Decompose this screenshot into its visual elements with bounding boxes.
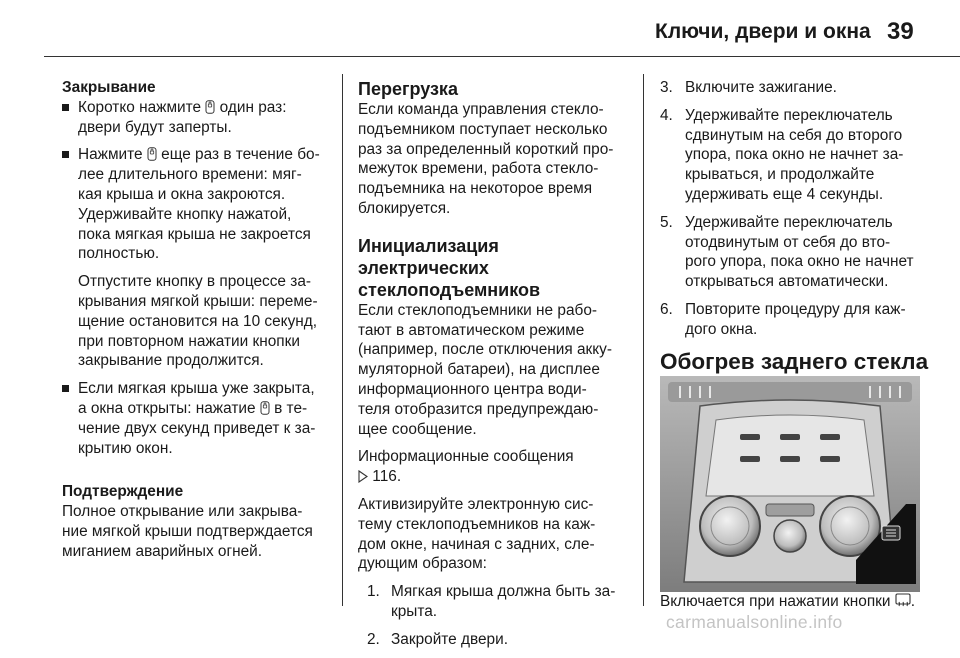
text: дом окне, начиная с задних, сле-	[358, 535, 595, 553]
arrow-reference-icon[interactable]	[358, 470, 368, 483]
bullet-item	[62, 98, 330, 138]
text: информационного центра води-	[358, 380, 587, 398]
text: крытию окон.	[78, 439, 173, 457]
step-item	[367, 630, 628, 650]
text: стеклоподъемников	[358, 279, 541, 300]
bullet-square	[62, 385, 69, 392]
text: еще раз в течение бо-	[161, 146, 320, 164]
text: лее длительного времени: мяг-	[78, 166, 302, 184]
text: упора, пока окно не начнет за-	[685, 146, 904, 164]
watermark: carmanualsonline.info	[666, 612, 843, 632]
text: Повторите процедуру для каж-	[685, 300, 906, 318]
text: подъемником поступает несколько	[358, 120, 608, 138]
text: в те-	[274, 399, 308, 417]
text: отодвинутым от себя до вто-	[685, 233, 891, 251]
header-title: Ключи, двери и окна	[655, 20, 871, 43]
text: кая крыша и окна закроются.	[78, 185, 286, 203]
text: пока мягкая крыша не закроется	[78, 225, 311, 243]
init-paragraph	[358, 301, 628, 440]
text: Активизируйте электронную сис-	[358, 495, 594, 513]
step-number: 6.	[660, 300, 673, 318]
text: сдвинутым на себя до второго	[685, 126, 903, 144]
caption: Включается при нажатии кнопки .	[660, 592, 916, 610]
text: крывания мягкой крыши: переме-	[78, 292, 318, 310]
bullet-square	[62, 104, 69, 111]
text: удерживать еще 4 секунды.	[685, 185, 884, 203]
text: Нажмите	[78, 146, 143, 164]
text: рого упора, пока окно не начнет	[685, 253, 914, 271]
text: а окна открыты: нажатие	[78, 399, 256, 417]
text: Если команда управления стекло-	[358, 101, 604, 118]
bullet-item	[62, 379, 330, 458]
confirm-paragraph	[62, 502, 330, 561]
column-3	[660, 78, 932, 611]
text: полностью.	[78, 245, 160, 263]
text: межуток времени, работа стекло-	[358, 160, 599, 178]
column-1	[62, 78, 330, 562]
step-number: 1.	[367, 583, 380, 601]
text: один раз:	[219, 98, 287, 116]
text: тему стеклоподъемников на каж-	[358, 515, 596, 533]
text: Включается при нажатии кнопки	[660, 592, 891, 610]
text: Коротко нажмите	[78, 98, 202, 116]
text: при повторном нажатии кнопки	[78, 332, 300, 350]
step-number: 4.	[660, 106, 673, 124]
text: крываться, и продолжайте	[685, 166, 875, 184]
text: теля отобразится предупреждаю-	[358, 400, 599, 418]
text: раз за определенный короткий про-	[358, 140, 614, 158]
text: (например, после отключения акку-	[358, 341, 612, 359]
text: Если стеклоподъемники не рабо-	[358, 301, 598, 319]
key-lock-icon	[205, 100, 215, 114]
overload-paragraph	[358, 100, 628, 219]
text: Включите зажигание.	[685, 79, 837, 96]
column-divider	[643, 74, 644, 606]
text: миганием аварийных огней.	[62, 542, 263, 560]
text: Закройте двери.	[391, 630, 508, 648]
text: Отпустите кнопку в процессе за-	[78, 273, 312, 291]
step-number: 3.	[660, 79, 673, 96]
text: Удерживайте переключатель	[685, 213, 893, 231]
info-reference	[358, 447, 628, 487]
rear-window-heating-title: Обогрев заднего стекла	[660, 348, 929, 374]
text: дого окна.	[685, 320, 758, 338]
text: дующим образом:	[358, 555, 487, 573]
climate-control-panel-photo	[660, 376, 920, 592]
text: Полное открывание или закрыва-	[62, 503, 303, 521]
text: щее сообщение.	[358, 420, 477, 438]
activate-paragraph	[358, 495, 628, 574]
key-lock-icon	[147, 147, 157, 161]
step-item	[367, 582, 628, 622]
bullet-item	[62, 145, 330, 371]
page-number: 39	[887, 18, 914, 45]
text: Удерживайте переключатель	[685, 106, 893, 124]
text: Информационные сообщения	[358, 448, 574, 466]
header-rule	[44, 56, 960, 57]
confirm-title: Подтверждение	[62, 483, 184, 501]
text: тают в автоматическом режиме	[358, 321, 585, 339]
key-lock-icon	[260, 401, 270, 415]
step-item	[660, 213, 932, 292]
text: блокируется.	[358, 199, 451, 217]
text: крыта.	[391, 602, 438, 620]
text: Удерживайте кнопку нажатой,	[78, 205, 292, 223]
text: ние мягкой крыши подтверждается	[62, 522, 313, 540]
text: Если мягкая крыша уже закрыта,	[78, 380, 315, 398]
bullet-square	[62, 151, 69, 158]
text: двери будут заперты.	[78, 118, 232, 136]
step-item	[660, 78, 932, 98]
init-title	[358, 235, 628, 301]
column-divider	[342, 74, 343, 606]
text: подъемника на некоторое время	[358, 180, 593, 198]
rear-defrost-icon	[895, 593, 911, 608]
text: щение остановится на 10 секунд,	[78, 312, 318, 330]
step-item	[660, 106, 932, 205]
text: закрывание продолжится.	[78, 352, 264, 370]
text: муляторной батареи), на дисплее	[358, 361, 600, 379]
text: Инициализация	[358, 235, 499, 256]
text: чение двух секунд приведет к за-	[78, 419, 316, 437]
overload-title: Перегрузка	[358, 79, 458, 99]
column-2	[358, 78, 628, 658]
step-number: 5.	[660, 213, 673, 231]
step-number: 2.	[367, 630, 380, 648]
text: электрических	[358, 257, 489, 278]
text: открываться автоматически.	[685, 273, 889, 291]
closing-title: Закрывание	[62, 79, 156, 96]
page-reference[interactable]: 116.	[372, 468, 402, 486]
step-item	[660, 300, 932, 340]
text: Мягкая крыша должна быть за-	[391, 583, 616, 601]
